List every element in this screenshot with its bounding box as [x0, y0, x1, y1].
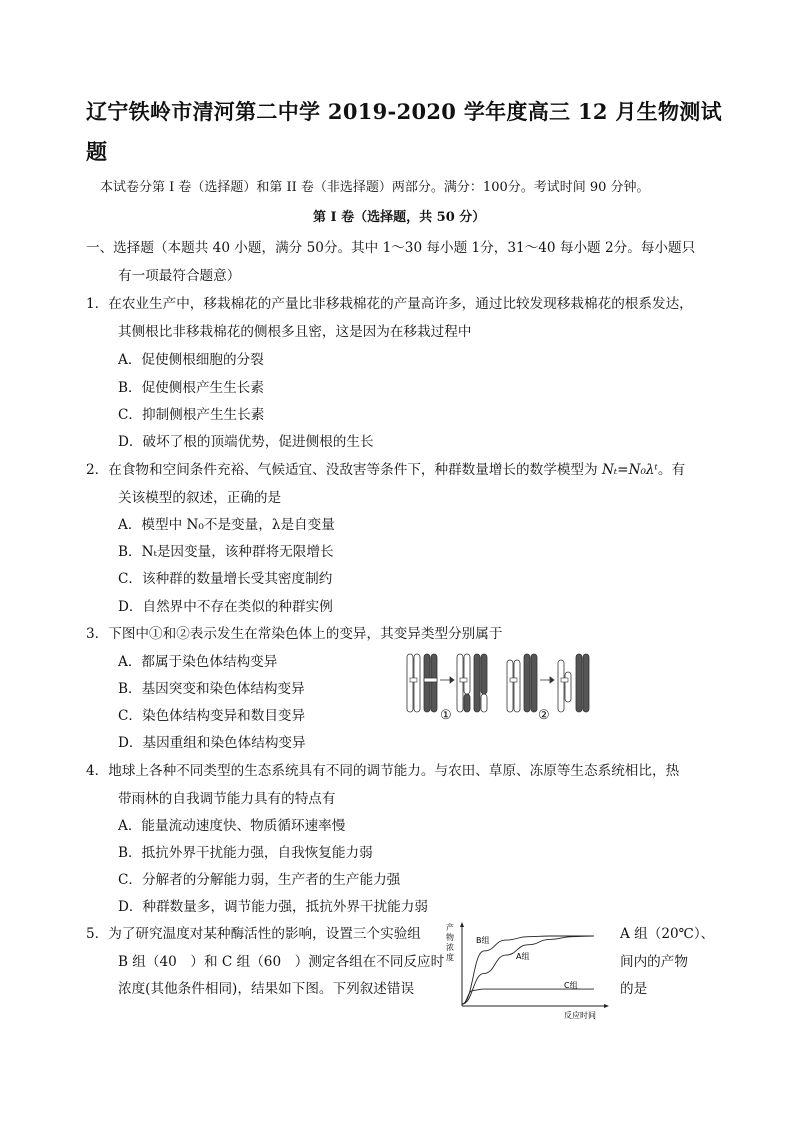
x-axis-label: 反应时间 — [564, 1011, 596, 1020]
q4-stem-line1: 4．地球上各种不同类型的生态系统具有不同的调节能力。与农田、草原、冻原等生态系统相比，热 — [86, 763, 680, 779]
series-label-2: A组 — [516, 952, 530, 961]
series-label-1: B组 — [476, 936, 490, 945]
q2-option-b: B．Nₜ是因变量，该种群将无限增长 — [118, 544, 334, 560]
q1-option-c: C．抑制侧根产生生长素 — [118, 407, 265, 423]
y-axis-label-3: 浓 — [446, 943, 454, 952]
q4-option-a: A．能量流动速度快、物质循环速率慢 — [118, 818, 346, 834]
q2-option-d: D．自然界中不存在类似的种群实例 — [118, 599, 333, 615]
q3-option-b: B．基因突变和染色体结构变异 — [118, 681, 305, 697]
diagram-label-1: ① — [440, 708, 452, 723]
series-line-1 — [462, 936, 594, 1004]
paper-title-line2: 题 — [86, 139, 107, 164]
q2-option-a: A．模型中 N₀不是变量，λ是自变量 — [118, 517, 335, 533]
series-line-2 — [462, 936, 594, 1004]
q5-stem-line2b: 间内的产物 — [620, 954, 688, 970]
q3-option-c: C．染色体结构变异和数目变异 — [118, 708, 306, 724]
q2-stem-line1 — [86, 458, 685, 478]
q2-stem-line2: 关该模型的叙述，正确的是 — [118, 490, 282, 506]
section-heading: 第 I 卷（选择题，共 50 分） — [313, 210, 486, 225]
y-axis-label-4: 度 — [446, 953, 454, 962]
part1-line2: 有一项最符合题意） — [118, 268, 241, 284]
q2-stem-post: 。有 — [657, 462, 686, 478]
q5-stem-line3b: 的是 — [620, 981, 648, 997]
q4-option-b: B．抵抗外界干扰能力强，自我恢复能力弱 — [118, 845, 373, 861]
part1-line1: 一、选择题（本题共 40 小题，满分 50分。其中 1～30 每小题 1分，31～40 每小题 2分。每小题只 — [86, 240, 696, 256]
q4-option-d: D．种群数量多，调节能力强，抵抗外界干扰能力弱 — [118, 899, 428, 915]
paper-title-line1: 辽宁铁岭市清河第二中学 2019-2020 学年度高三 12 月生物测试 — [86, 99, 722, 124]
series-label-3: C组 — [564, 981, 578, 990]
q1-option-a: A．促使侧根细胞的分裂 — [118, 352, 264, 368]
q2-formula: Nₜ=N₀λᵗ — [601, 462, 658, 478]
q5-stem-line2a: B 组（40 ）和 C 组（60 ）测定各组在不同反应时 — [118, 954, 445, 970]
q5-stem-line1b: A 组（20℃）、 — [620, 926, 715, 942]
chromosome-variation-diagram — [402, 652, 602, 724]
y-axis-label-2: 物 — [446, 933, 454, 942]
enzyme-product-chart — [444, 918, 614, 1022]
q1-option-d: D．破坏了根的顶端优势，促进侧根的生长 — [118, 434, 374, 450]
q4-stem-line2: 带雨林的自我调节能力具有的特点有 — [118, 791, 336, 807]
series-line-3 — [462, 989, 594, 1004]
q3-stem: 3．下图中①和②表示发生在常染色体上的变异，其变异类型分别属于 — [86, 626, 503, 642]
q1-stem-line2: 其侧根比非移栽棉花的侧根多且密，这是因为在移栽过程中 — [118, 324, 472, 340]
intro-text: 本试卷分第 I 卷（选择题）和第 II 卷（非选择题）两部分。满分：100分。考试时间 90 分钟。 — [100, 180, 650, 195]
q3-option-d: D．基因重组和染色体结构变异 — [118, 735, 306, 751]
q1-option-b: B．促使侧根产生生长素 — [118, 380, 264, 396]
q5-stem-line3a: 浓度(其他条件相同)，结果如下图。下列叙述错误 — [118, 981, 415, 997]
q5-stem-line1a: 5．为了研究温度对某种酶活性的影响，设置三个实验组 — [86, 926, 421, 942]
q2-option-c: C．该种群的数量增长受其密度制约 — [118, 571, 333, 587]
q3-option-a: A．都属于染色体结构变异 — [118, 654, 278, 670]
q2-stem-pre: 2．在食物和空间条件充裕、气候适宜、没敌害等条件下，种群数量增长的数学模型为 — [86, 462, 602, 478]
q1-stem-line1: 1．在农业生产中，移栽棉花的产量比非移栽棉花的产量高许多，通过比较发现移栽棉花的根系发达， — [86, 296, 693, 312]
q4-option-c: C．分解者的分解能力弱，生产者的生产能力强 — [118, 872, 401, 888]
y-axis-label-1: 产 — [446, 923, 454, 932]
diagram-label-2: ② — [538, 708, 550, 723]
